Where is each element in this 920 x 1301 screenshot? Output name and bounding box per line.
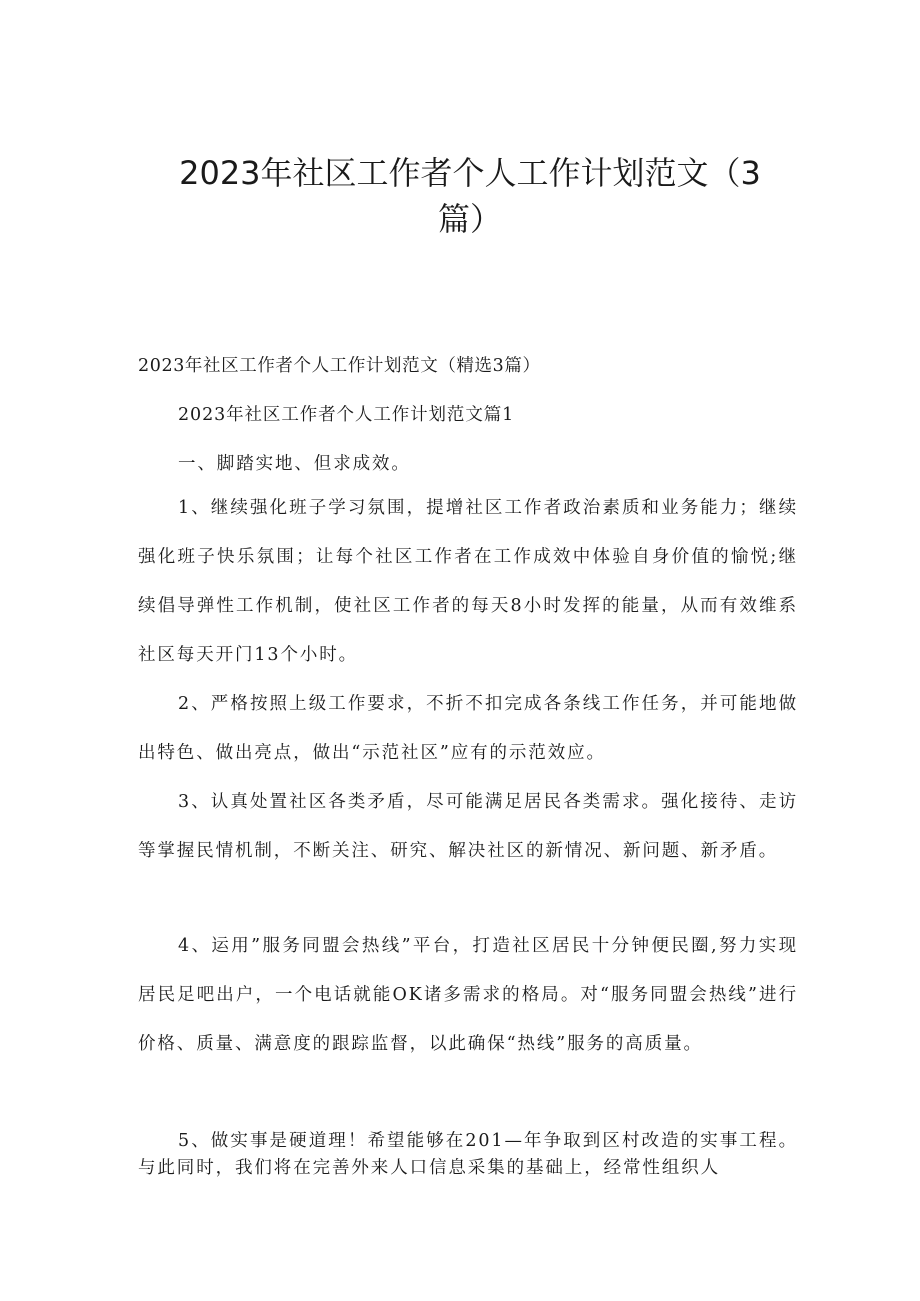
paragraph-3: 3、认真处置社区各类矛盾，尽可能满足居民各类需求。强化接待、走访等掌握民情机制，不断关注、研究、解决社区的新情况、新问题、新矛盾。 (138, 792, 798, 861)
title-line-1: 2023年社区工作者个人工作计划范文（3 (179, 154, 761, 192)
item-heading: 一、脚踏实地、但求成效。 (178, 454, 411, 474)
title-line-2: 篇） (437, 200, 502, 238)
document-subtitle: 2023年社区工作者个人工作计划范文（精选3篇） (138, 356, 541, 376)
section-heading: 2023年社区工作者个人工作计划范文篇1 (178, 405, 515, 425)
paragraph-2: 2、严格按照上级工作要求，不折不扣完成各条线工作任务，并可能地做出特色、做出亮点，做出“示范社区”应有的示范效应。 (138, 694, 798, 763)
document-title (140, 150, 800, 242)
paragraph-4: 4、运用”服务同盟会热线”平台，打造社区居民十分钟便民圈,努力实现居民足吧出户，一个电话就能OK诸多需求的格局。对“服务同盟会热线”进行价格、质量、满意度的跟踪监督，以此确保“热线”服务的高质量。 (138, 936, 798, 1054)
paragraph-5: 5、做实事是硬道理！希望能够在201—年争取到区村改造的实事工程。与此同时，我们将在完善外来人口信息采集的基础上，经常性组织人 (138, 1131, 798, 1178)
paragraph-1: 1、继续强化班子学习氛围，提增社区工作者政治素质和业务能力；继续强化班子快乐氛围；让每个社区工作者在工作成效中体验自身价值的愉悦;继续倡导弹性工作机制，使社区工作者的每天8小时发挥的能量，从而有效维系社区每天开门13个小时。 (138, 498, 798, 665)
